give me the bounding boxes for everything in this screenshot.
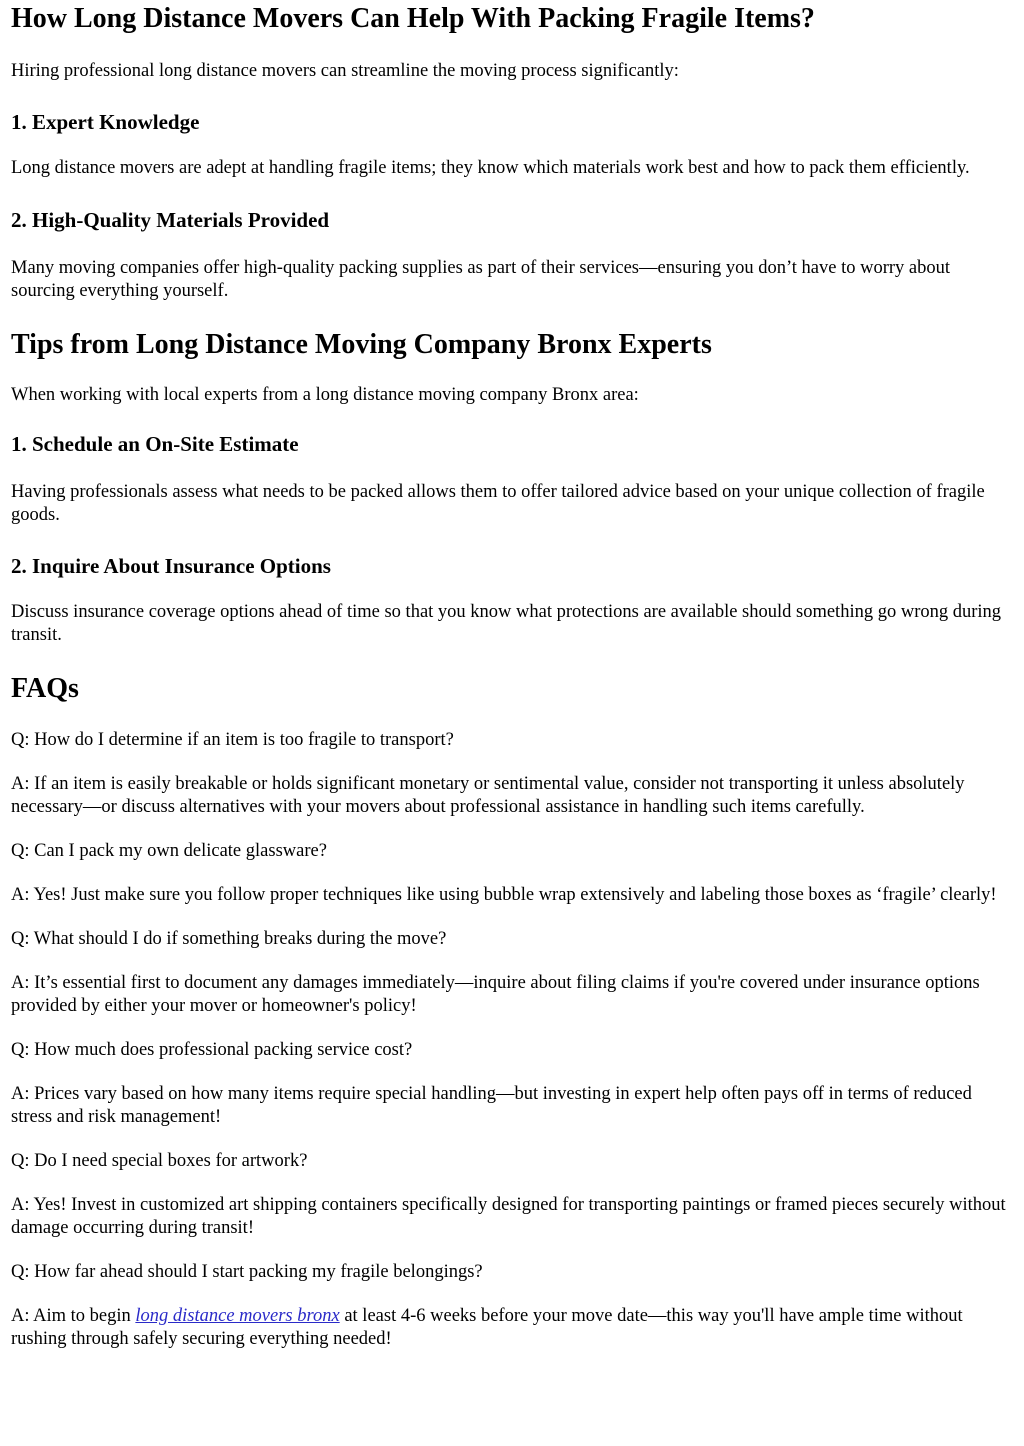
- tips-intro: When working with local experts from a long distance moving company Bronx area:: [11, 385, 639, 405]
- help-heading-expert-knowledge: 1. Expert Knowledge: [11, 110, 200, 134]
- intro-paragraph: Hiring professional long distance movers can streamline the moving process significantly:: [11, 61, 679, 81]
- faq-question: Q: What should I do if something breaks during the move?: [11, 929, 447, 949]
- faq-answer: A: It’s essential first to document any damages immediately—inquire about filing claims if you're covered under insurance options provided by either your mover or homeowner's policy!: [11, 973, 980, 1016]
- faq-answer: A: If an item is easily breakable or holds significant monetary or sentimental value, consider not transporting it unless absolutely necessary—or discuss alternatives with your movers about professional assistance in handling such items carefully.: [11, 774, 965, 817]
- faq-answer: A: Prices vary based on how many items require special handling—but investing in expert help often pays off in terms of reduced stress and risk management!: [11, 1084, 972, 1127]
- faq-question: Q: How much does professional packing service cost?: [11, 1040, 413, 1060]
- help-text-materials: Many moving companies offer high-quality packing supplies as part of their services—ensuring you don’t have to worry about sourcing everything yourself.: [11, 258, 951, 301]
- help-heading-materials: 2. High-Quality Materials Provided: [11, 208, 330, 232]
- page-title: How Long Distance Movers Can Help With Packing Fragile Items?: [11, 3, 815, 34]
- faq-question: Q: How do I determine if an item is too fragile to transport?: [11, 730, 454, 750]
- tips-section-title: Tips from Long Distance Moving Company Bronx Experts: [11, 329, 712, 360]
- faq-answer: A: Yes! Invest in customized art shipping containers specifically designed for transporting paintings or framed pieces securely without damage occurring during transit!: [11, 1195, 1006, 1238]
- faq-answer-prefix: A: Aim to begin: [11, 1306, 136, 1326]
- tip-text-estimate: Having professionals assess what needs to be packed allows them to offer tailored advice based on your unique collection of fragile goods.: [11, 482, 985, 525]
- faqs-title: FAQs: [11, 673, 79, 704]
- faq-question: Q: How far ahead should I start packing my fragile belongings?: [11, 1262, 483, 1282]
- faq-answer-with-link: [11, 1305, 1013, 1351]
- faq-question: Q: Do I need special boxes for artwork?: [11, 1151, 308, 1171]
- faq-answer-suffix: at least 4-6 weeks before your move date—this way you'll have ample time without rushing through safely securing everything needed!: [11, 1306, 963, 1349]
- help-text-expert-knowledge: Long distance movers are adept at handling fragile items; they know which materials work best and how to pack them efficiently.: [11, 158, 970, 178]
- faq-answer: A: Yes! Just make sure you follow proper techniques like using bubble wrap extensively and labeling those boxes as ‘fragile’ clearly!: [11, 885, 997, 905]
- faq-question: Q: Can I pack my own delicate glassware?: [11, 841, 327, 861]
- tip-text-insurance: Discuss insurance coverage options ahead of time so that you know what protections are available should something go wrong during transit.: [11, 602, 1002, 645]
- long-distance-movers-bronx-link[interactable]: long distance movers bronx: [135, 1306, 340, 1326]
- tip-heading-estimate: 1. Schedule an On-Site Estimate: [11, 432, 299, 456]
- tip-heading-insurance: 2. Inquire About Insurance Options: [11, 554, 331, 578]
